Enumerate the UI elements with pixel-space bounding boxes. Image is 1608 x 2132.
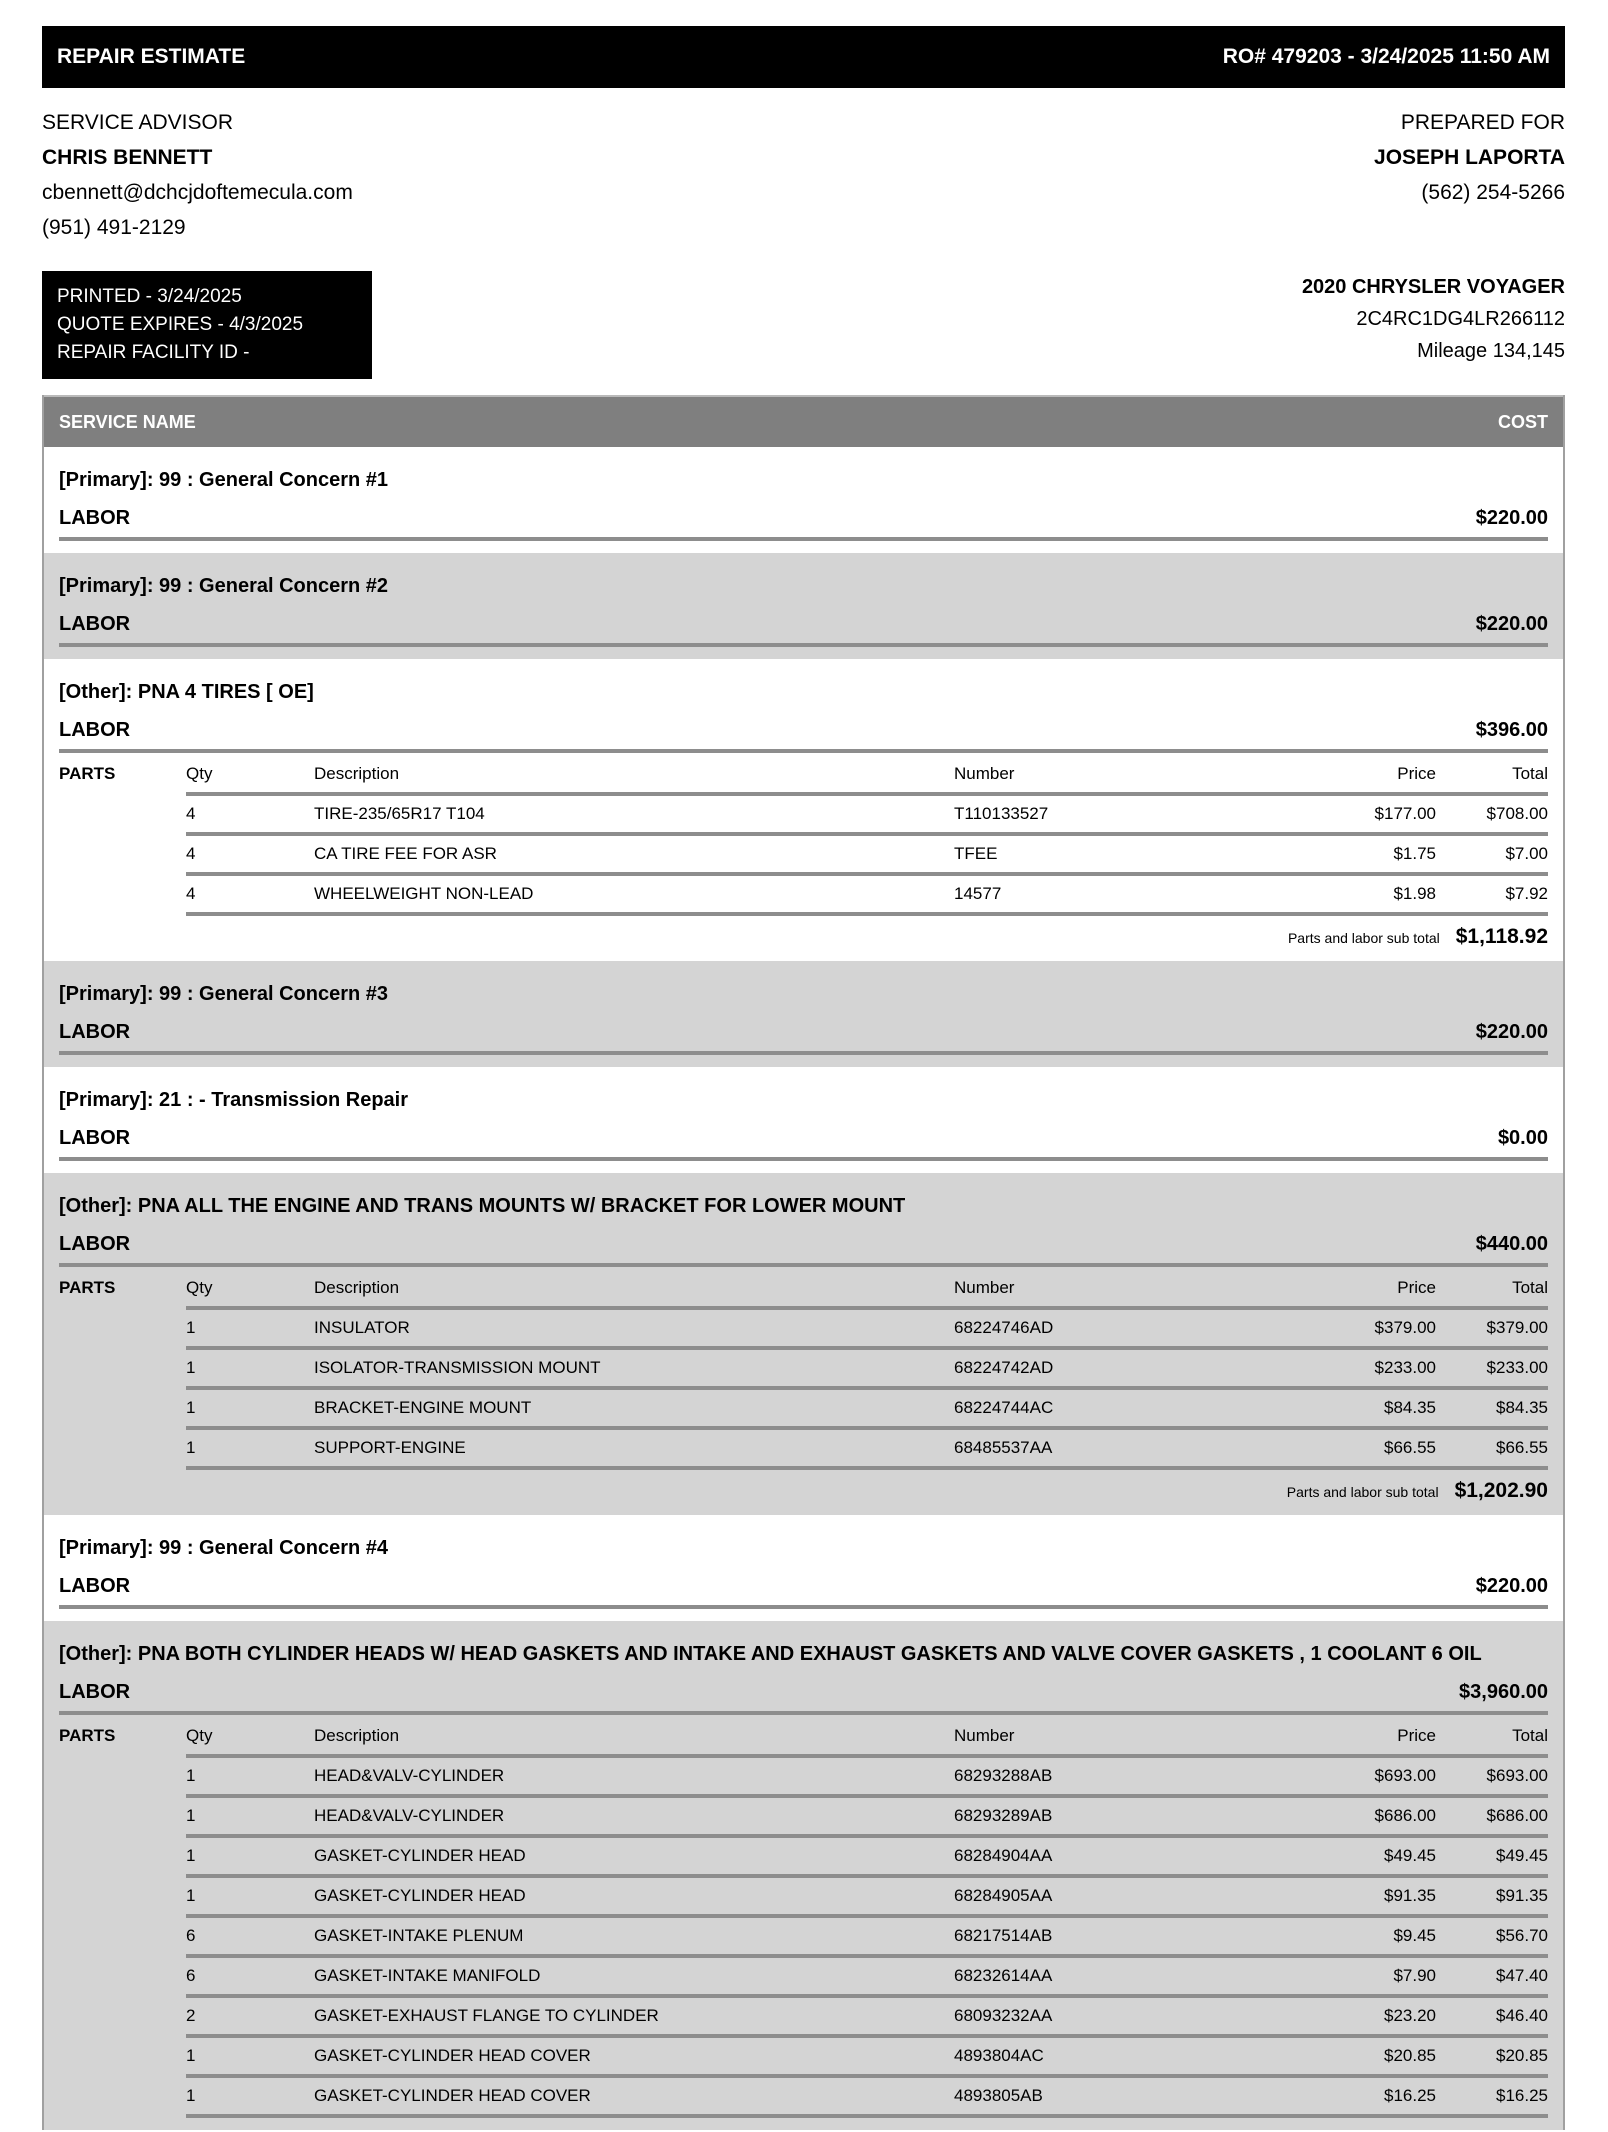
- part-price: $91.35: [1384, 1886, 1436, 1905]
- part-row-spacer: [59, 1965, 186, 1981]
- service-table: [42, 395, 1565, 2130]
- part-row-spacer: [59, 843, 186, 859]
- labor-divider: [59, 1263, 1548, 1267]
- part-price: $693.00: [1374, 1766, 1436, 1785]
- part-qty: 1: [186, 1398, 196, 1417]
- part-qty: 1: [186, 2086, 196, 2105]
- top-black-bar: [42, 26, 1565, 88]
- part-qty: 1: [186, 1886, 196, 1905]
- part-description: TIRE-235/65R17 T104: [314, 804, 485, 823]
- part-row-spacer: [59, 1397, 186, 1413]
- part-row: [59, 796, 1548, 832]
- part-price: $84.35: [1384, 1398, 1436, 1417]
- part-qty: 4: [186, 844, 196, 863]
- labor-cost: $220.00: [1475, 507, 1548, 529]
- service-table-header: [44, 395, 1563, 447]
- part-number: 68224746AD: [954, 1318, 1054, 1337]
- service-section: [44, 659, 1563, 961]
- subtotal-amount: $1,118.92: [1455, 925, 1548, 948]
- part-total: $7.92: [1505, 884, 1548, 903]
- part-row-spacer: [59, 1765, 186, 1781]
- service-section: [44, 447, 1563, 553]
- part-price: $177.00: [1374, 804, 1436, 823]
- parts-header-row: [59, 1717, 1548, 1754]
- part-total: $66.55: [1496, 1438, 1548, 1457]
- vehicle-model: 2020 CHRYSLER VOYAGER: [1301, 276, 1565, 298]
- part-total: $47.40: [1496, 1966, 1548, 1985]
- quote-expires: QUOTE EXPIRES - 4/3/2025: [57, 314, 304, 335]
- service-title: [Primary]: 99 : General Concern #1: [59, 469, 389, 491]
- service-advisor-phone: (951) 491-2129: [42, 216, 186, 239]
- labor-cost: $440.00: [1475, 1233, 1548, 1255]
- service-section: [44, 1067, 1563, 1173]
- part-row-spacer: [59, 1845, 186, 1861]
- labor-row: [59, 613, 1548, 636]
- part-row-spacer: [59, 2005, 186, 2021]
- part-row: [59, 2078, 1548, 2114]
- part-number: 68093232AA: [954, 2006, 1053, 2025]
- parts-block: [59, 1717, 1548, 2118]
- part-row: [59, 1958, 1548, 1994]
- part-row-spacer: [59, 1885, 186, 1901]
- part-number: 4893805AB: [954, 2086, 1043, 2105]
- subtotal-label: Parts and labor sub total: [1287, 930, 1440, 946]
- part-total: $49.45: [1496, 1846, 1548, 1865]
- part-price: $1.75: [1393, 844, 1436, 863]
- labor-divider: [59, 1157, 1548, 1161]
- part-row-spacer: [59, 2045, 186, 2061]
- part-row: [59, 1310, 1548, 1346]
- part-total: $20.85: [1496, 2046, 1548, 2065]
- part-row: [59, 1758, 1548, 1794]
- part-price: $379.00: [1374, 1318, 1436, 1337]
- part-total: $708.00: [1486, 804, 1548, 823]
- part-number: 68293288AB: [954, 1766, 1053, 1785]
- part-number: 68232614AA: [954, 1966, 1053, 1985]
- print-info-box: [42, 271, 372, 379]
- part-qty: 1: [186, 2046, 196, 2065]
- part-description: BRACKET-ENGINE MOUNT: [314, 1398, 532, 1417]
- parts-label: PARTS: [59, 1278, 116, 1297]
- parts-label: PARTS: [59, 1726, 116, 1745]
- labor-label: LABOR: [59, 1127, 131, 1149]
- labor-cost: $220.00: [1475, 613, 1548, 635]
- part-qty: 6: [186, 1926, 196, 1945]
- part-total: $686.00: [1486, 1806, 1548, 1825]
- service-title: [Primary]: 99 : General Concern #4: [59, 1537, 389, 1559]
- labor-row: [59, 1127, 1548, 1150]
- part-number: 68284905AA: [954, 1886, 1053, 1905]
- labor-label: LABOR: [59, 1021, 131, 1043]
- qty-column-header: Qty: [186, 1726, 213, 1745]
- labor-label: LABOR: [59, 507, 131, 529]
- part-description: GASKET-CYLINDER HEAD: [314, 1846, 526, 1865]
- part-qty: 6: [186, 1966, 196, 1985]
- labor-divider: [59, 1605, 1548, 1609]
- part-row: [59, 836, 1548, 872]
- part-row-spacer: [59, 1925, 186, 1941]
- part-price: $49.45: [1384, 1846, 1436, 1865]
- labor-label: LABOR: [59, 613, 131, 635]
- number-column-header: Number: [954, 764, 1015, 783]
- part-total: $7.00: [1505, 844, 1548, 863]
- service-title: [Other]: PNA ALL THE ENGINE AND TRANS MOUNTS W/ BRACKET FOR LOWER MOUNT: [59, 1195, 906, 1217]
- part-total: $16.25: [1496, 2086, 1548, 2105]
- labor-cost: $3,960.00: [1459, 1681, 1548, 1703]
- part-description: CA TIRE FEE FOR ASR: [314, 844, 497, 863]
- cost-column-header: COST: [1497, 411, 1548, 432]
- part-description: INSULATOR: [314, 1318, 410, 1337]
- part-description: GASKET-EXHAUST FLANGE TO CYLINDER: [314, 2006, 659, 2025]
- service-advisor-email: cbennett@dchcjdoftemecula.com: [42, 181, 353, 204]
- part-row-spacer: [59, 803, 186, 819]
- labor-divider: [59, 1051, 1548, 1055]
- labor-divider: [59, 537, 1548, 541]
- service-section: [44, 553, 1563, 659]
- part-total: $379.00: [1486, 1318, 1548, 1337]
- part-total: $233.00: [1486, 1358, 1548, 1377]
- part-row-spacer: [59, 2085, 186, 2101]
- number-column-header: Number: [954, 1278, 1015, 1297]
- service-title: [Primary]: 21 : - Transmission Repair: [59, 1089, 409, 1111]
- labor-cost: $396.00: [1475, 719, 1548, 741]
- service-advisor-name: CHRIS BENNETT: [42, 146, 213, 169]
- part-description: HEAD&VALV-CYLINDER: [314, 1766, 505, 1785]
- service-sections: [44, 447, 1563, 2130]
- repair-facility-id: REPAIR FACILITY ID -: [57, 342, 250, 363]
- meta-row: [42, 271, 1565, 379]
- part-price: $20.85: [1384, 2046, 1436, 2065]
- part-description: WHEELWEIGHT NON-LEAD: [314, 884, 534, 903]
- labor-row: [59, 1681, 1548, 1704]
- subtotal-label: Parts and labor sub total: [1286, 1484, 1439, 1500]
- service-advisor-block: [42, 105, 353, 245]
- part-number: 68217514AB: [954, 1926, 1053, 1945]
- part-description: GASKET-INTAKE PLENUM: [314, 1926, 524, 1945]
- part-row: [59, 1878, 1548, 1914]
- part-qty: 4: [186, 804, 196, 823]
- part-total: $46.40: [1496, 2006, 1548, 2025]
- part-row-divider: [186, 1466, 1548, 1470]
- prepared-for-block: [1374, 105, 1565, 245]
- total-column-header: Total: [1512, 764, 1548, 783]
- parts-block: [59, 1269, 1548, 1470]
- vehicle-vin: 2C4RC1DG4LR266112: [1356, 308, 1565, 330]
- part-qty: 1: [186, 1766, 196, 1785]
- labor-cost: $220.00: [1475, 1021, 1548, 1043]
- part-price: $686.00: [1374, 1806, 1436, 1825]
- labor-cost: $0.00: [1497, 1127, 1548, 1149]
- part-row-spacer: [59, 1805, 186, 1821]
- part-description: ISOLATOR-TRANSMISSION MOUNT: [314, 1358, 601, 1377]
- subtotal-row: [59, 925, 1548, 949]
- part-total: $693.00: [1486, 1766, 1548, 1785]
- prepared-for-heading: PREPARED FOR: [1400, 111, 1565, 134]
- qty-column-header: Qty: [186, 1278, 213, 1297]
- part-number: T110133527: [954, 804, 1049, 823]
- labor-divider: [59, 749, 1548, 753]
- part-row: [59, 1390, 1548, 1426]
- service-advisor-heading: SERVICE ADVISOR: [42, 111, 234, 134]
- part-description: SUPPORT-ENGINE: [314, 1438, 466, 1457]
- part-row: [59, 1838, 1548, 1874]
- part-description: GASKET-CYLINDER HEAD: [314, 1886, 526, 1905]
- part-total: $91.35: [1496, 1886, 1548, 1905]
- parts-rows: [59, 796, 1548, 916]
- part-number: 68293289AB: [954, 1806, 1053, 1825]
- labor-row: [59, 507, 1548, 530]
- part-number: 14577: [954, 884, 1002, 903]
- part-row: [59, 1998, 1548, 2034]
- service-title: [Primary]: 99 : General Concern #3: [59, 983, 389, 1005]
- part-row-divider: [186, 2114, 1548, 2118]
- number-column-header: Number: [954, 1726, 1015, 1745]
- part-price: $66.55: [1384, 1438, 1436, 1457]
- service-section: [44, 1621, 1563, 2130]
- part-row: [59, 1430, 1548, 1466]
- part-price: $1.98: [1393, 884, 1436, 903]
- part-qty: 1: [186, 1438, 196, 1457]
- page-title: REPAIR ESTIMATE: [57, 45, 246, 68]
- part-row-spacer: [59, 1317, 186, 1333]
- part-description: GASKET-INTAKE MANIFOLD: [314, 1966, 541, 1985]
- part-price: $233.00: [1374, 1358, 1436, 1377]
- labor-label: LABOR: [59, 1575, 131, 1597]
- service-name-column-header: SERVICE NAME: [59, 411, 196, 432]
- service-title: [Other]: PNA BOTH CYLINDER HEADS W/ HEAD GASKETS AND INTAKE AND EXHAUST GASKETS AND VALVE COVER GASKETS , 1 COOLANT 6 OIL: [59, 1643, 1482, 1665]
- part-qty: 4: [186, 884, 196, 903]
- service-section: [44, 1173, 1563, 1515]
- labor-divider: [59, 643, 1548, 647]
- part-number: 68224744AC: [954, 1398, 1054, 1417]
- description-column-header: Description: [314, 1278, 400, 1297]
- parts-rows: [59, 1310, 1548, 1470]
- labor-divider: [59, 1711, 1548, 1715]
- parts-label: PARTS: [59, 764, 116, 783]
- part-price: $7.90: [1393, 1966, 1436, 1985]
- part-row-spacer: [59, 883, 186, 899]
- subtotal-row: [59, 1479, 1548, 1503]
- ro-number-line: RO# 479203 - 3/24/2025 11:50 AM: [1222, 45, 1550, 68]
- price-column-header: Price: [1397, 1726, 1436, 1745]
- part-row-spacer: [59, 1437, 186, 1453]
- labor-label: LABOR: [59, 1681, 131, 1703]
- part-number: 4893804AC: [954, 2046, 1044, 2065]
- labor-row: [59, 1233, 1548, 1256]
- parts-header-row: [59, 1269, 1548, 1306]
- subtotal-amount: $1,202.90: [1454, 1479, 1548, 1502]
- parts-block: [59, 755, 1548, 916]
- contact-row: [42, 105, 1565, 245]
- part-number: 68224742AD: [954, 1358, 1054, 1377]
- part-price: $16.25: [1384, 2086, 1436, 2105]
- price-column-header: Price: [1397, 1278, 1436, 1297]
- part-qty: 1: [186, 1846, 196, 1865]
- service-title: [Other]: PNA 4 TIRES [ OE]: [59, 681, 314, 703]
- service-section: [44, 961, 1563, 1067]
- part-description: GASKET-CYLINDER HEAD COVER: [314, 2086, 591, 2105]
- service-title: [Primary]: 99 : General Concern #2: [59, 575, 389, 597]
- description-column-header: Description: [314, 1726, 400, 1745]
- labor-row: [59, 1575, 1548, 1598]
- service-section: [44, 1515, 1563, 1621]
- parts-rows: [59, 1758, 1548, 2118]
- vehicle-mileage: Mileage 134,145: [1417, 340, 1565, 362]
- part-qty: 1: [186, 1806, 196, 1825]
- part-description: HEAD&VALV-CYLINDER: [314, 1806, 505, 1825]
- part-price: $9.45: [1393, 1926, 1436, 1945]
- labor-label: LABOR: [59, 1233, 131, 1255]
- total-column-header: Total: [1512, 1726, 1548, 1745]
- part-total: $56.70: [1496, 1926, 1548, 1945]
- description-column-header: Description: [314, 764, 400, 783]
- vehicle-info-block: [1302, 271, 1565, 367]
- part-row: [59, 1918, 1548, 1954]
- customer-phone: (562) 254-5266: [1421, 181, 1565, 204]
- part-qty: 2: [186, 2006, 196, 2025]
- part-qty: 1: [186, 1318, 196, 1337]
- part-row-divider: [186, 912, 1548, 916]
- parts-header-row: [59, 755, 1548, 792]
- part-number: 68284904AA: [954, 1846, 1053, 1865]
- part-row: [59, 2038, 1548, 2074]
- part-row: [59, 1350, 1548, 1386]
- customer-name: JOSEPH LAPORTA: [1374, 146, 1565, 169]
- part-row: [59, 876, 1548, 912]
- total-column-header: Total: [1512, 1278, 1548, 1297]
- part-number: 68485537AA: [954, 1438, 1053, 1457]
- printed-date: PRINTED - 3/24/2025: [57, 286, 242, 307]
- labor-row: [59, 719, 1548, 742]
- part-row-spacer: [59, 1357, 186, 1373]
- part-description: GASKET-CYLINDER HEAD COVER: [314, 2046, 591, 2065]
- labor-row: [59, 1021, 1548, 1044]
- labor-label: LABOR: [59, 719, 131, 741]
- part-number: TFEE: [954, 844, 998, 863]
- part-price: $23.20: [1384, 2006, 1436, 2025]
- price-column-header: Price: [1397, 764, 1436, 783]
- labor-cost: $220.00: [1475, 1575, 1548, 1597]
- part-qty: 1: [186, 1358, 196, 1377]
- part-total: $84.35: [1496, 1398, 1548, 1417]
- part-row: [59, 1798, 1548, 1834]
- qty-column-header: Qty: [186, 764, 213, 783]
